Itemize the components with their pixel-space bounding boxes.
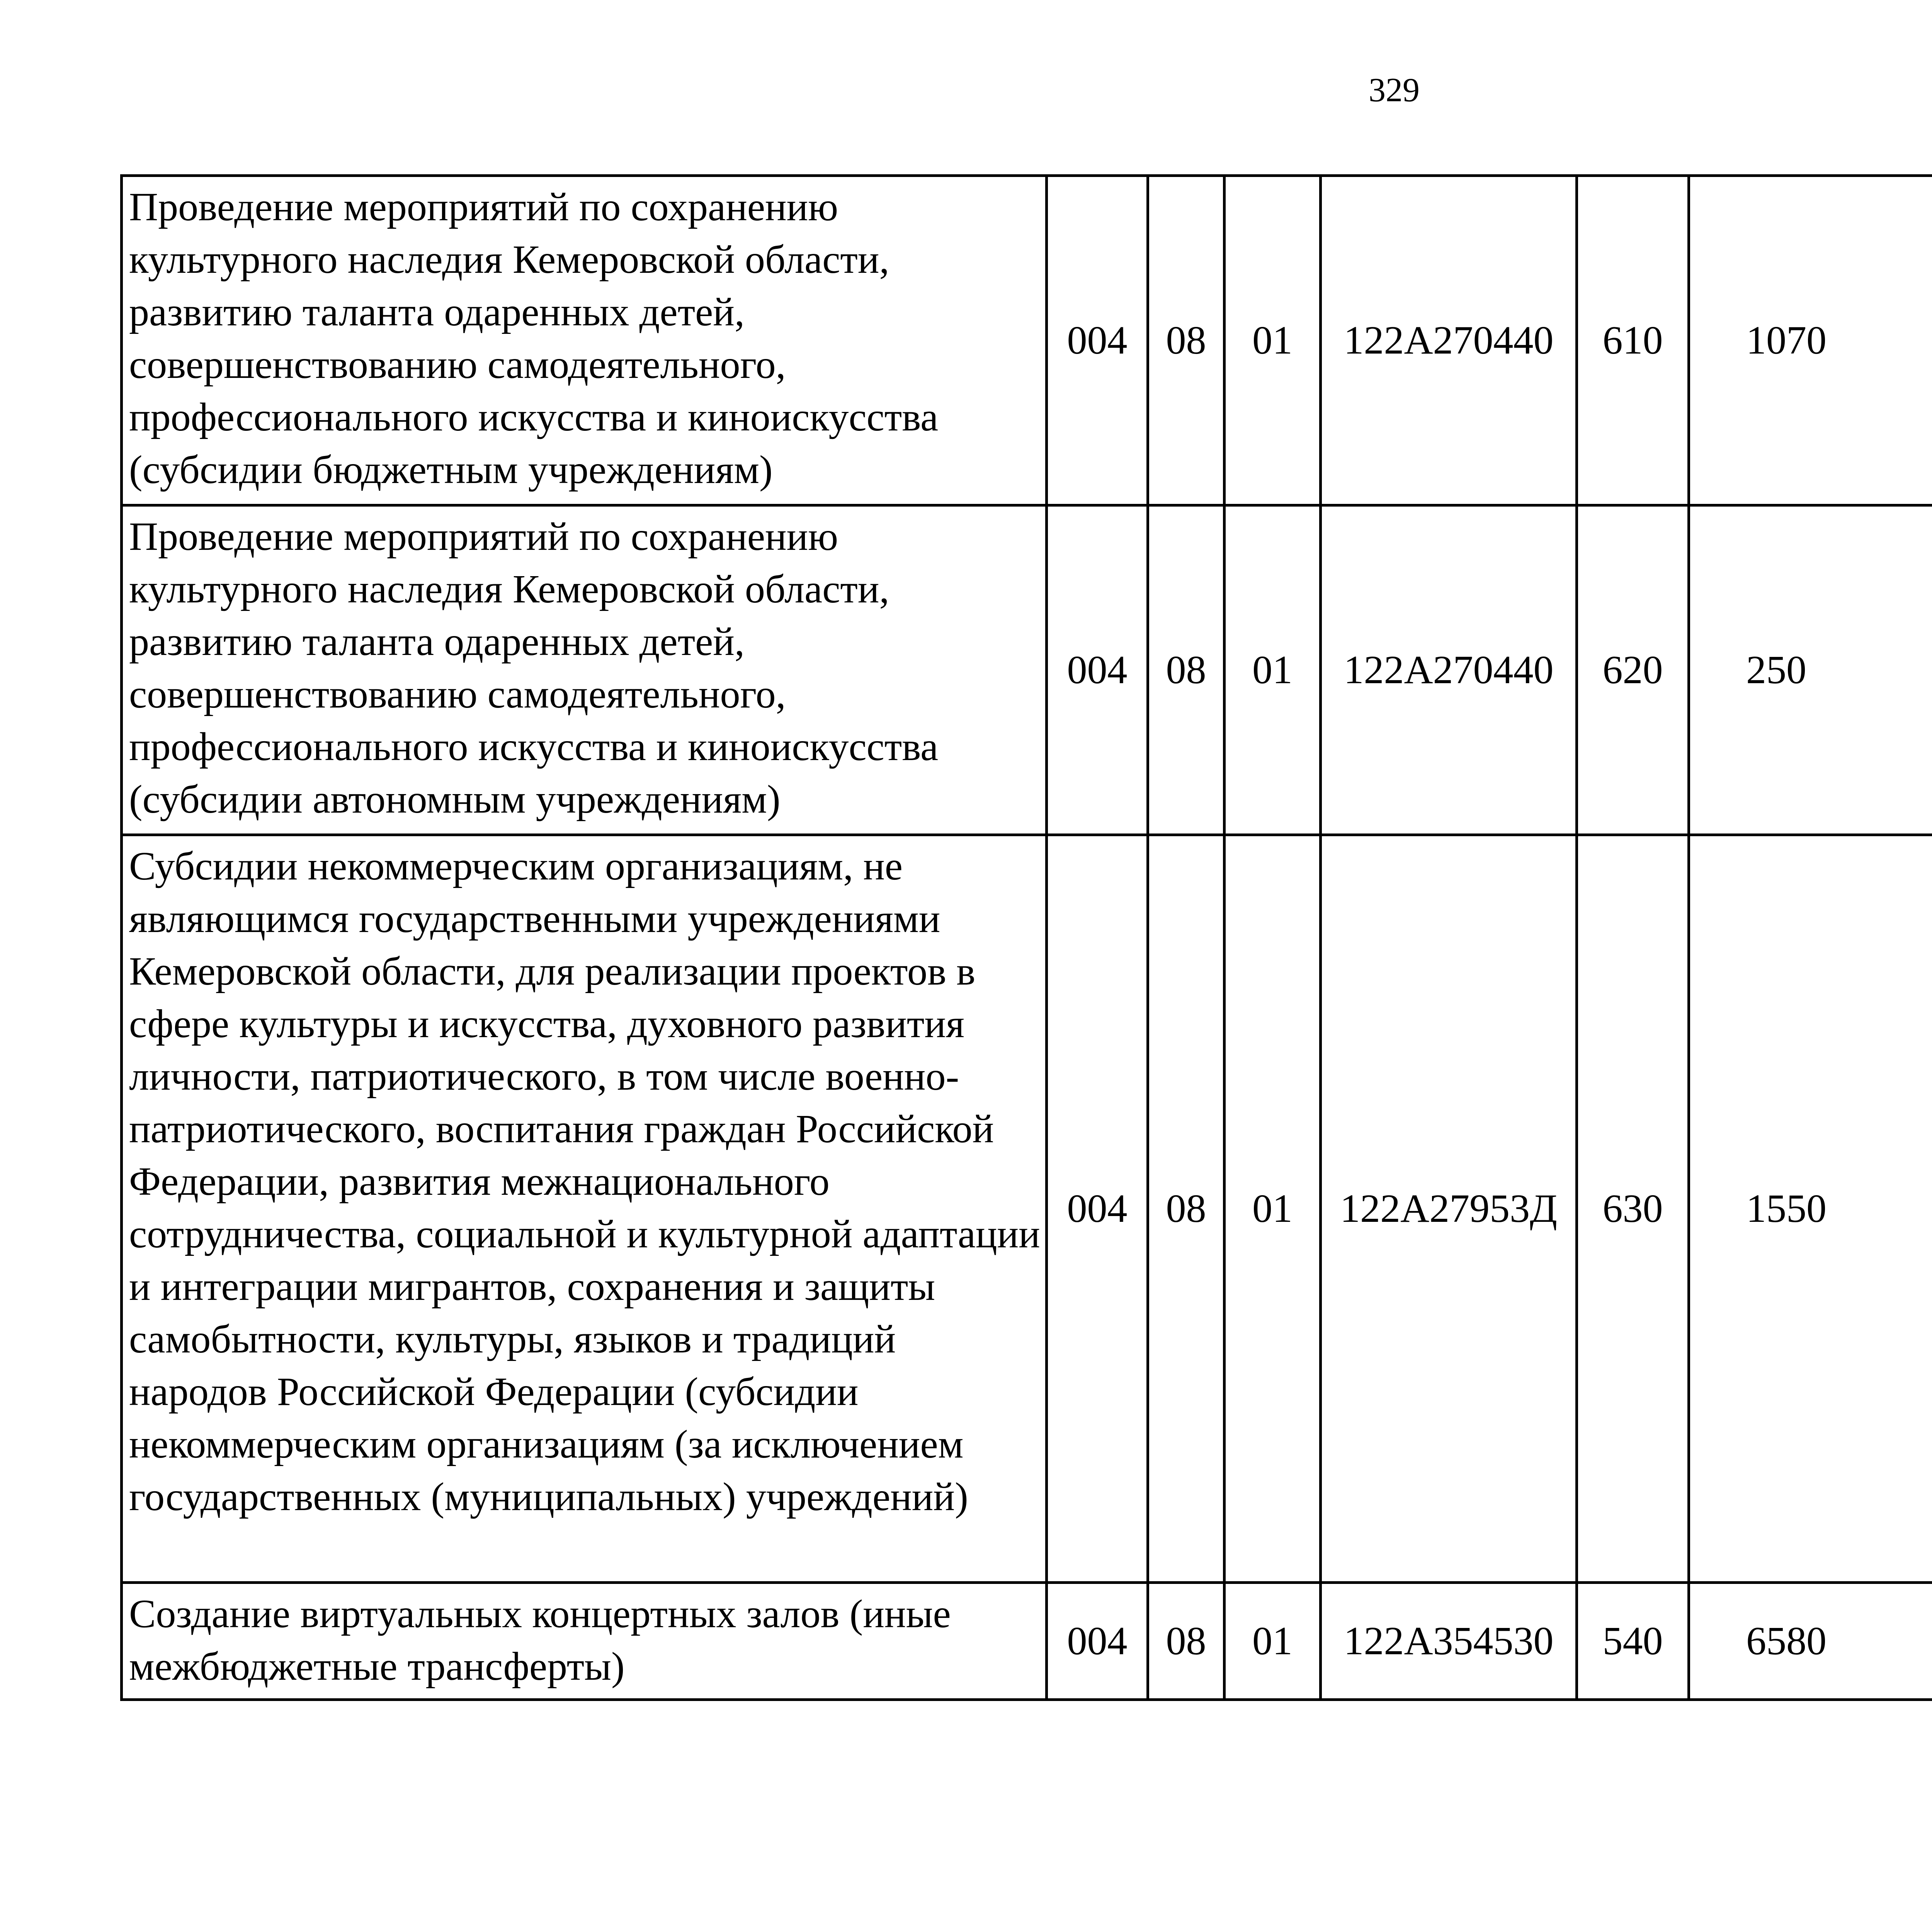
ved-code: 004 [1047, 505, 1148, 835]
rz-code: 08 [1148, 1583, 1225, 1700]
ved-code: 004 [1047, 1583, 1148, 1700]
rz-code: 08 [1148, 835, 1225, 1583]
row-description: Проведение мероприятий по сохранению культурного наследия Кемеровской области, развитию таланта одаренных детей, совершенствованию самодеятельного, профессионального искусства и киноискусства (субсидии бюджетным учреждениям) [122, 176, 1047, 505]
ved-code: 004 [1047, 835, 1148, 1583]
amount-cell: 6580 [1689, 1583, 1932, 1700]
csr-code: 122A27953Д [1321, 835, 1577, 1583]
amount-cell: 1550 [1689, 835, 1932, 1583]
ved-code: 004 [1047, 176, 1148, 505]
row-description: Субсидии некоммерческим организациям, не являющимся государственными учреждениями Кемеровской области, для реализации проектов в сфере культуры и искусства, духовного развития личности, патриотического, в том числе военно-патриотического, воспитания граждан Российской Федерации, развития межнационального сотрудничества, социальной и культурной адаптации и интеграции мигрантов, сохранения и защиты самобытности, культуры, языков и традиций народов Российской Федерации (субсидии некоммерческим организациям (за исключением государственных (муниципальных) учреждений) [122, 835, 1047, 1583]
row-description: Создание виртуальных концертных залов (иные межбюджетные трансферты) [122, 1583, 1047, 1700]
csr-code: 122A354530 [1321, 1583, 1577, 1700]
amount-cell: 250 [1689, 505, 1932, 835]
rz-code: 08 [1148, 176, 1225, 505]
pr-code: 01 [1225, 176, 1321, 505]
csr-code: 122A270440 [1321, 176, 1577, 505]
table-row [122, 176, 1932, 505]
rz-code: 08 [1148, 505, 1225, 835]
table-row [122, 835, 1932, 1583]
row-description: Проведение мероприятий по сохранению культурного наследия Кемеровской области, развитию таланта одаренных детей, совершенствованию самодеятельного, профессионального искусства и киноискусства (субсидии автономным учреждениям) [122, 505, 1047, 835]
vr-code: 630 [1577, 835, 1689, 1583]
vr-code: 540 [1577, 1583, 1689, 1700]
vr-code: 610 [1577, 176, 1689, 505]
table-row [122, 505, 1932, 835]
table-row [122, 1583, 1932, 1700]
csr-code: 122A270440 [1321, 505, 1577, 835]
amount-cell: 1070 [1689, 176, 1932, 505]
budget-table [120, 174, 1932, 1701]
pr-code: 01 [1225, 835, 1321, 1583]
vr-code: 620 [1577, 505, 1689, 835]
pr-code: 01 [1225, 505, 1321, 835]
page-number: 329 [1369, 71, 1420, 109]
pr-code: 01 [1225, 1583, 1321, 1700]
